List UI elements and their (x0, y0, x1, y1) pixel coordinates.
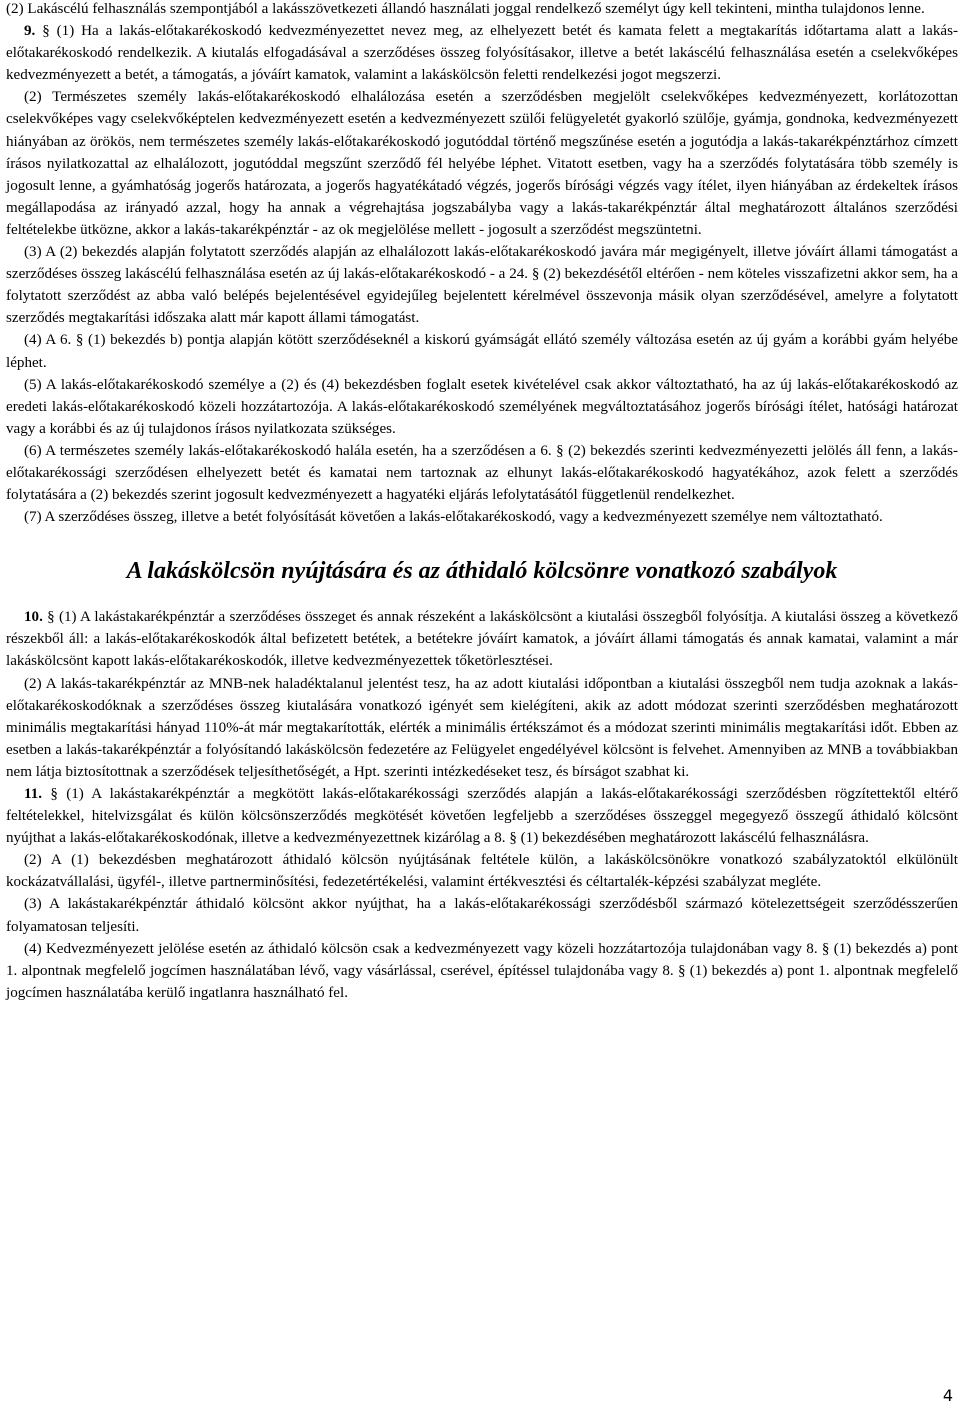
paragraph-text: § (1) A lakástakarékpénztár a megkötött lakás-előtakarékossági szerződés alapján a lakás-előtakarékossági szerződésben rögzítettektől eltérő feltételekkel, hitelvizsgálat és külön kölcsönszerződés megkötését követően legfeljebb a szerződéses összeggel megegyező összegű áthidaló kölcsönt nyújthat a lakás-előtakarékoskodónak, illetve a kedvezményezettnek kizárólag a 8. § (1) bekezdésében meghatározott lakáscélú felhasználásra. (6, 786, 958, 847)
paragraph-text: (2) Lakáscélú felhasználás szempontjából a lakásszövetkezeti állandó használati joggal rendelkező személyt úgy kell tekinteni, mintha tulajdonos lenne. (6, 1, 925, 17)
paragraph-text: (3) A (2) bekezdés alapján folytatott szerződés alapján az elhalálozott lakás-előtakarékoskodó javára már megigényelt, illetve jóváírt állami támogatást a szerződéses összeg lakáscélú felhasználása esetén az új lakás-előtakarékoskodó - a 24. § (2) bekezdésétől eltérően - nem köteles visszafizetni akkor sem, ha a folytatott szerződést az abba való belépés bejelentésével egyidejűleg bejelentett kérelmével összevonja másik olyan szerződésével, amelyre a folytatott szerződés megtakarítási időszaka alatt már kapott állami támogatást. (6, 244, 958, 327)
paragraph-text: (4) Kedvezményezett jelölése esetén az áthidaló kölcsön csak a kedvezményezett vagy közeli hozzátartozója tulajdonában vagy 8. § (1) bekezdés a) pont 1. alpontnak megfelelő jogcímen használatában lévő, vagy vásárlással, cserével, építéssel tulajdonába vagy 8. § (1) bekezdés a) pont 1. alpontnak megfelelő jogcímen használatába kerülő ingatlanra használható fel. (6, 940, 958, 1001)
paragraph-text: § (1) Ha a lakás-előtakarékoskodó kedvezményezettet nevez meg, az elhelyezett betét és kamata felett a megtakarítás időtartama alatt a lakás-előtakarékoskodó rendelkezik. A kiutalás elfogadásával a szerződéses összeg folyósításakor, illetve a betét lakáscélú felhasználása esetén a cselekvőképes kedvezményezett a betét, a támogatás, a jóváírt kamatok, valamint a lakáskölcsön feletti rendelkezési jogot megszerzi. (6, 23, 958, 84)
paragraphs-before (6, 0, 958, 528)
paragraph (6, 20, 958, 86)
paragraph (6, 938, 958, 1004)
paragraph (6, 783, 958, 849)
paragraph (6, 0, 958, 20)
paragraph-text: (3) A lakástakarékpénztár áthidaló kölcsönt akkor nyújthat, ha a lakás-előtakarékossági szerződésből származó kötelezettségeit szerződésszerűen folyamatosan teljesíti. (6, 896, 958, 935)
paragraph-text: (5) A lakás-előtakarékoskodó személye a (2) és (4) bekezdésben foglalt esetek kivételével csak akkor változtatható, ha az új lakás-előtakarékoskodó az eredeti lakás-előtakarékoskodó közeli hozzátartozója. A lakás-előtakarékoskodó személyének megváltoztatásához jogerős bírósági ítélet, hatósági határozat vagy a korábbi és az új tulajdonos írásos nyilatkozata szükséges. (6, 376, 958, 437)
page-number: 4 (942, 1386, 953, 1405)
paragraph (6, 506, 958, 528)
paragraph (6, 849, 958, 893)
paragraph-text: (7) A szerződéses összeg, illetve a betét folyósítását követően a lakás-előtakarékoskodó, vagy a kedvezményezett személye nem változtatható. (24, 509, 883, 526)
paragraph (6, 374, 958, 440)
paragraph-text: (4) A 6. § (1) bekezdés b) pontja alapján kötött szerződéseknél a kiskorú gyámságát ellátó személy változása esetén az új gyám a korábbi gyám helyébe léphet. (6, 332, 958, 371)
paragraphs-after (6, 606, 958, 1004)
section-heading: A lakáskölcsön nyújtására és az áthidaló kölcsönre vonatkozó szabályok (126, 558, 838, 585)
paragraph-text: (2) Természetes személy lakás-előtakarékoskodó elhalálozása esetén a szerződésben megjelölt cselekvőképes kedvezményezett, korlátozottan cselekvőképes vagy cselekvőképtelen kedvezményezett esetén a kedvezményezett szülői felügyeletét gyakorló szülője, gyámja, gondnoka, kedvezményezett hiányában az örökös, nem természetes személy lakás-előtakarékoskodó jogutóddal történő megszűnése esetén a jogutódja a lakás-takarékpénztárhoz címzett írásos nyilatkozattal az elhalálozott, jogutóddal megszűnt szerződő fél helyébe léphet. Vitatott esetben, vagy ha a szerződés folytatására több személy is jogosult lenne, a gyámhatóság jogerős határozata, a jogerős hagyatékátadó végzés, jogerős bírósági végzés vagy ítélet, ilyen hiányában az érdekeltek írásos megállapodása az irányadó azzal, hogy ha annak a végrehajtása jogszabályba vagy a lakás-takarékpénztár által meghatározott általános szerződési feltételekbe ütközne, akkor a lakás-takarékpénztár - az ok megjelölése mellett - jogosult a szerződést megszüntetni. (6, 89, 958, 238)
paragraph-text: (2) A lakás-takarékpénztár az MNB-nek haladéktalanul jelentést tesz, ha az adott kiutalási időpontban a kiutalási összegből nem tudja azoknak a lakás-előtakarékoskodóknak a szerződéses összeg kiutalására vonatkozó igényét sem kielégíteni, akik az adott módozat szerinti szerződésben meghatározott minimális megtakarítási hányad 110%-át már megtakarították, elérték a minimális értékszámot és a módozat szerinti minimális megtakarítási időt. Ebben az esetben a lakás-takarékpénztár a folyósítandó lakáskölcsön fedezetére az Felügyelet engedélyével kölcsönt is felvehet. Amennyiben az MNB a továbbiakban nem látja biztosítottnak a szerződések teljesíthetőségét, a Hpt. szerinti intézkedéseket tesz, és bírságot szabhat ki. (6, 675, 958, 780)
paragraph-text: (6) A természetes személy lakás-előtakarékoskodó halála esetén, ha a szerződésen a 6. § (2) bekezdés szerinti kedvezményezetti jelölés áll fenn, a lakás-előtakarékossági szerződésen elhelyezett betét és kamatai nem tartoznak az elhunyt lakás-előtakarékoskodó hagyatékához, azok felett a szerződés folytatására a (2) bekezdés szerint jogosult kedvezményezett a hagyatéki eljárás lefolytatásától függetlenül rendelkezhet. (6, 442, 958, 504)
paragraph (6, 673, 958, 783)
paragraph (6, 440, 958, 506)
paragraph (6, 893, 958, 937)
document-page (6, 0, 958, 1004)
paragraph (6, 606, 958, 672)
paragraph-text: (2) A (1) bekezdésben meghatározott áthidaló kölcsön nyújtásának feltétele külön, a lakáskölcsönökre vonatkozó szabályzatoktól elkülönült kockázatvállalási, ügyfél-, illetve partnerminősítési, fedezetértékelési, valamint értékvesztési és céltartalék-képzési szabályzat megléte. (6, 852, 958, 891)
section-number: 10. (24, 609, 43, 626)
section-number: 9. (24, 23, 36, 40)
paragraph (6, 241, 958, 329)
paragraph-text: § (1) A lakástakarékpénztár a szerződéses összeget és annak részeként a lakáskölcsönt a kiutalási összegből folyósítja. A kiutalási összeg a következő részekből áll: a lakás-előtakarékoskodók által befizetett betétek, a betétekre jóváírt kamatok, a jóváírt állami támogatás és annak kamatai, valamint a már lakáskölcsönt kapott lakás-előtakarékoskodók, illetve kedvezményezettek tőketörlesztései. (6, 609, 958, 670)
paragraph (6, 329, 958, 373)
section-number: 11. (24, 786, 43, 802)
paragraph (6, 86, 958, 241)
